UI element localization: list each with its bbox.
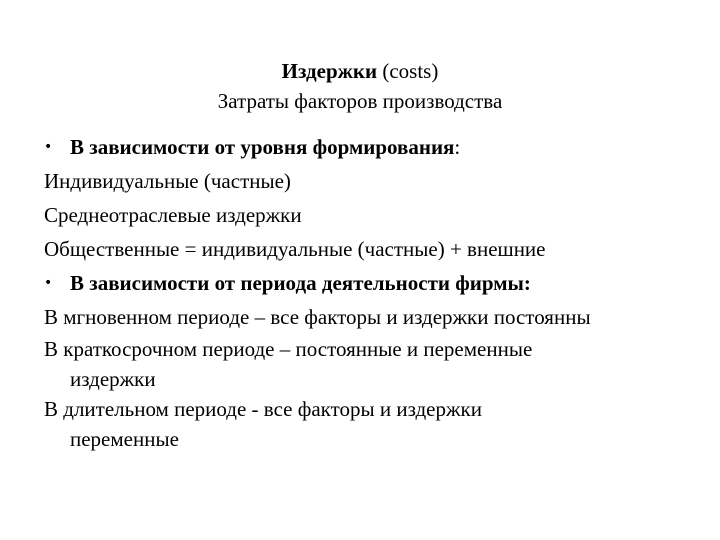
bullet-firm-period bbox=[44, 266, 704, 300]
title-block bbox=[0, 56, 720, 116]
list-item-continuation: переменные bbox=[70, 427, 179, 451]
list-item-continuation: издержки bbox=[70, 367, 156, 391]
bullet-heading: В зависимости от периода деятельности фирмы: bbox=[70, 271, 531, 295]
list-item: В мгновенном периоде – все факторы и издержки постоянны bbox=[44, 305, 591, 329]
bullet-icon: • bbox=[44, 139, 53, 155]
list-item: В краткосрочном периоде – постоянные и переменные bbox=[44, 337, 533, 361]
content-body bbox=[44, 130, 704, 454]
list-item: Индивидуальные (частные) bbox=[44, 169, 291, 193]
page-title bbox=[0, 56, 720, 86]
list-item: Среднеотраслевые издержки bbox=[44, 203, 302, 227]
title-rest: (costs) bbox=[377, 59, 439, 83]
bullet-icon: • bbox=[44, 275, 53, 291]
list-item: В длительном периоде - все факторы и издержки bbox=[44, 397, 482, 421]
page-subtitle: Затраты факторов производства bbox=[217, 89, 503, 113]
list-item: Общественные = индивидуальные (частные) + внешние bbox=[44, 237, 546, 261]
bullet-heading: В зависимости от уровня формирования bbox=[70, 135, 455, 159]
bullet-formation-level bbox=[44, 130, 704, 164]
bullet-suffix: : bbox=[454, 135, 461, 159]
title-bold: Издержки bbox=[281, 59, 378, 83]
